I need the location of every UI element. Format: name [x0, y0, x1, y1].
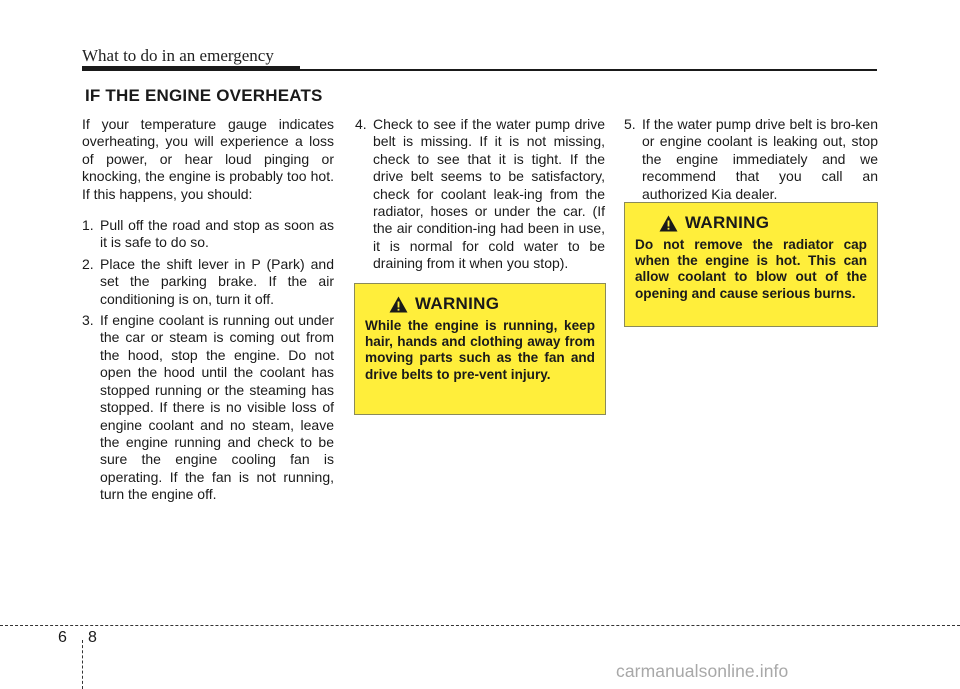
- step-number: 3.: [82, 312, 94, 329]
- step-number: 2.: [82, 255, 94, 272]
- step-number: 5.: [624, 116, 636, 132]
- header-rule-thick: [82, 66, 300, 71]
- step-text: If the water pump drive belt is bro-ken or engine coolant is leaking out, stop the engine immediately and we recommend that you call an authorized Kia dealer.: [642, 116, 878, 202]
- warning-text: While the engine is running, keep hair, hands and clothing away from moving parts such as the fan and drive belts to pre-vent injury.: [365, 318, 595, 382]
- column-3: [624, 116, 878, 207]
- warning-box-radiator-cap: [624, 202, 878, 327]
- step-text: Place the shift lever in P (Park) and set the parking brake. If the air conditioning is on, turn it off.: [100, 255, 334, 307]
- page-divider-vertical: [82, 640, 83, 689]
- warning-title: WARNING: [685, 213, 770, 232]
- step-text: If engine coolant is running out under the car or steam is coming out from the hood, stop the engine. Do not open the hood until the coolant has stopped running or the steaming has stopped. If there is no visible loss of engine coolant and no steam, leave the engine running and check to be sure the engine cooling fan is operating. If the fan is not running, turn the engine off.: [100, 312, 334, 503]
- page-title: IF THE ENGINE OVERHEATS: [85, 86, 323, 105]
- section-header: What to do in an emergency: [82, 46, 274, 65]
- chapter-number: 6: [58, 629, 67, 646]
- step-number: 1.: [82, 217, 94, 234]
- step-3: [82, 312, 334, 503]
- warning-title: WARNING: [415, 294, 500, 313]
- header-rule-thin: [300, 69, 877, 71]
- warning-header: [389, 294, 595, 314]
- intro-paragraph: If your temperature gauge indicates overheating, you will experience a loss of power, or hear loud pinging or knocking, the engine is probably too hot. If this happens, you should:: [82, 116, 334, 202]
- step-number: 4.: [355, 116, 367, 132]
- step-text: Pull off the road and stop as soon as it is safe to do so.: [100, 217, 334, 251]
- warning-header: [659, 213, 867, 233]
- step-4: [355, 116, 605, 273]
- watermark: carmanualsonline.info: [616, 661, 789, 681]
- column-2: [355, 116, 605, 277]
- warning-triangle-icon: [659, 215, 678, 232]
- page-number: 8: [88, 629, 97, 646]
- step-1: [82, 217, 334, 252]
- step-5: [624, 116, 878, 203]
- page-divider-horizontal: [0, 625, 960, 626]
- warning-triangle-icon: [389, 296, 408, 313]
- warning-text: Do not remove the radiator cap when the engine is hot. This can allow coolant to blow out of the opening and cause serious burns.: [635, 237, 867, 301]
- warning-box-moving-parts: [354, 283, 606, 415]
- step-text: Check to see if the water pump drive belt is missing. If it is not missing, check to see that it is tight. If the drive belt seems to be satisfactory, check for coolant leak-ing from the radiator, hoses or under the car. (If the air condition-ing had been in use, it is normal for cold water to be draining from it when you stop).: [373, 116, 605, 272]
- column-1: [82, 116, 334, 508]
- step-2: [82, 256, 334, 308]
